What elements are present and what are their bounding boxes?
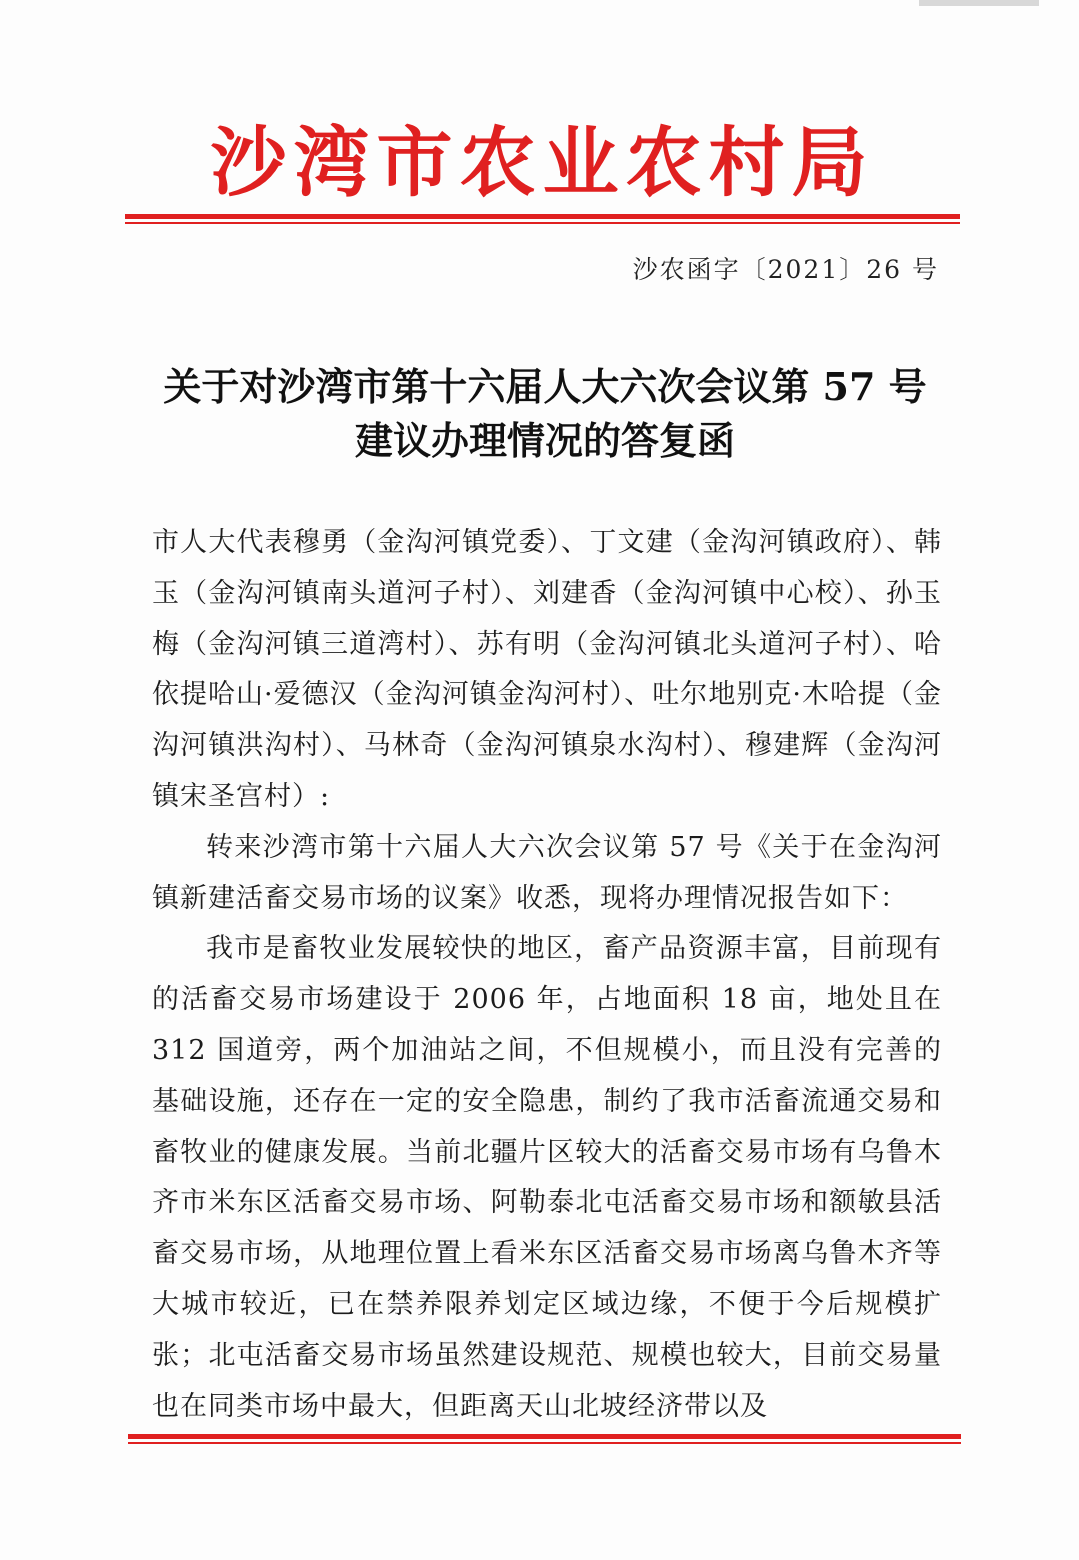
- footer-rule-thin: [128, 1442, 961, 1444]
- header-rule-thick: [125, 214, 960, 219]
- body-paragraph-1: 转来沙湾市第十六届人大六次会议第 57 号《关于在金沟河镇新建活畜交易市场的议案》收悉，现将办理情况报告如下：: [152, 831, 942, 914]
- title-line-2: 建议办理情况的答复函: [354, 418, 735, 463]
- title-line-1: 关于对沙湾市第十六届人大六次会议第 57 号: [163, 364, 927, 409]
- body-paragraph-2: 我市是畜牧业发展较快的地区，畜产品资源丰富，目前现有的活畜交易市场建设于 2006 年，占地面积 18 亩，地处且在 312 国道旁，两个加油站之间，不但规模小，而且没有完善的基础设施，还存在一定的安全隐患，制约了我市活畜流通交易和畜牧业的健康发展。当前北疆片区较大的活畜交易市场有乌鲁木齐市米东区活畜交易市场、阿勒泰北屯活畜交易市场和额敏县活畜交易市场，从地理位置上看米东区活畜交易市场离乌鲁木齐等大城市较近，已在禁养限养划定区域边缘，不便于今后规模扩张；北屯活畜交易市场虽然建设规范、规模也较大，目前交易量也在同类市场中最大，但距离天山北坡经济带以及: [152, 933, 942, 1422]
- document-title: [140, 360, 950, 468]
- scan-edge-mark: [919, 0, 1039, 6]
- footer-rule-thick: [128, 1434, 961, 1439]
- addressee-paragraph: 市人大代表穆勇（金沟河镇党委）、丁文建（金沟河镇政府）、韩玉（金沟河镇南头道河子村）、刘建香（金沟河镇中心校）、孙玉梅（金沟河镇三道湾村）、苏有明（金沟河镇北头道河子村）、哈依提哈山·爱德汉（金沟河镇金沟河村）、吐尔地别克·木哈提（金沟河镇洪沟村）、马林奇（金沟河镇泉水沟村）、穆建辉（金沟河镇宋圣宫村）:: [152, 527, 942, 812]
- document-body: [152, 518, 942, 1432]
- header-rule-thin: [125, 222, 960, 224]
- organization-header: 沙湾市农业农村局: [210, 118, 875, 207]
- document-number: 沙农函字〔2021〕26 号: [632, 255, 939, 284]
